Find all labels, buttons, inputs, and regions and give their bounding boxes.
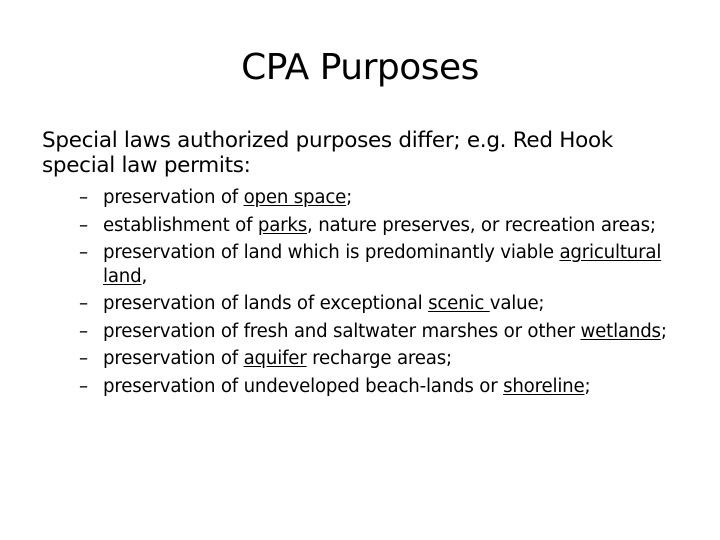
- list-item: [42, 347, 682, 371]
- purpose-list: [42, 186, 682, 398]
- dash-bullet-icon: –: [79, 375, 88, 397]
- hyperlink-aquifer[interactable]: aquifer: [243, 348, 307, 369]
- list-item: [42, 241, 682, 288]
- dash-bullet-icon: –: [79, 293, 88, 314]
- dash-bullet-icon: –: [79, 348, 88, 369]
- slide-title: CPA Purposes: [241, 47, 479, 88]
- list-item: [42, 320, 682, 344]
- hyperlink-wetlands[interactable]: wetlands: [580, 320, 661, 342]
- item-text: ,: [141, 265, 148, 287]
- item-text: ;: [584, 375, 591, 397]
- item-text: preservation of undeveloped beach-lands or: [103, 375, 504, 397]
- item-text: establishment of: [103, 214, 258, 236]
- item-text: preservation of fresh and saltwater marshes or other: [103, 320, 581, 342]
- slide-body: [42, 128, 682, 402]
- dash-bullet-icon: –: [79, 214, 88, 236]
- dash-bullet-icon: –: [79, 242, 88, 263]
- item-text: recharge areas;: [306, 348, 452, 369]
- dash-bullet-icon: –: [79, 187, 88, 208]
- dash-bullet-icon: –: [79, 320, 88, 342]
- list-item: [42, 292, 682, 316]
- item-text: preservation of: [103, 187, 244, 208]
- item-text: ;: [660, 320, 667, 342]
- intro-text: Special laws authorized purposes differ; e.g. Red Hook special law permits:: [42, 128, 613, 178]
- item-text: value;: [489, 293, 545, 314]
- list-item: [42, 375, 682, 399]
- list-item: [42, 186, 682, 210]
- item-text: preservation of lands of exceptional: [103, 293, 429, 314]
- item-text: preservation of land which is predominantly viable: [103, 242, 560, 263]
- hyperlink-parks[interactable]: parks: [257, 214, 308, 236]
- hyperlink-scenic[interactable]: scenic: [428, 293, 490, 314]
- item-text: , nature preserves, or recreation areas;: [307, 214, 656, 236]
- list-item: [42, 214, 682, 238]
- item-text: ;: [346, 187, 353, 208]
- hyperlink-open-space[interactable]: open space: [243, 187, 347, 208]
- hyperlink-agricultural-land[interactable]: agricultural land: [103, 242, 662, 287]
- item-text: preservation of: [103, 348, 244, 369]
- hyperlink-shoreline[interactable]: shoreline: [503, 375, 585, 397]
